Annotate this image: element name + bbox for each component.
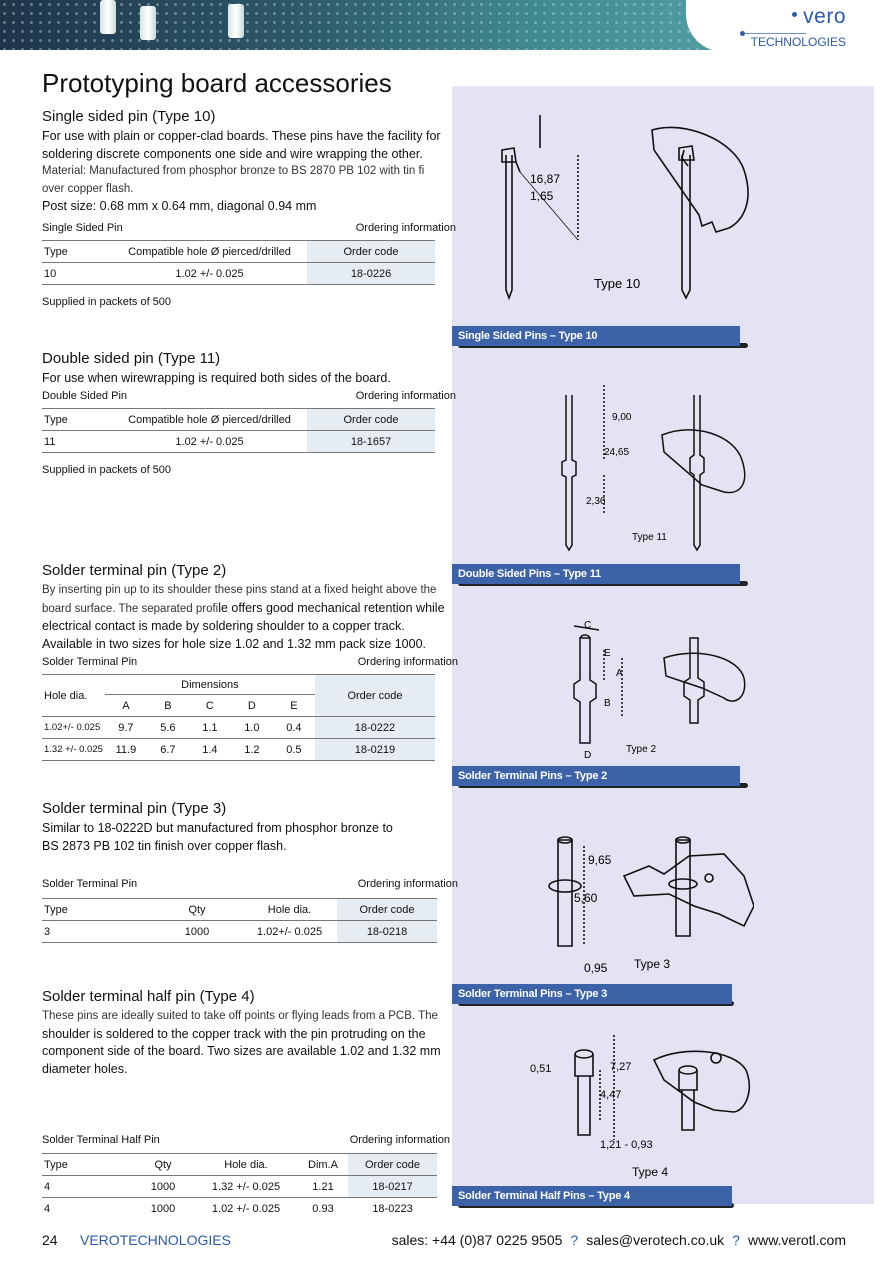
table-cell: 3 [42,921,152,943]
logo-name: vero [803,5,846,28]
separator: ? [732,1232,740,1248]
table-row [42,1198,437,1220]
table-row [42,739,435,761]
section-type4 [42,988,454,1078]
table-header: Order code [315,675,435,717]
description-line: By inserting pin up to its shoulder these pins stand at a fixed height above the [42,584,437,596]
supply-note: Supplied in packets of 500 [42,296,172,308]
footer-contact [392,1232,846,1248]
table-cell: 1.0 [244,721,260,734]
terminal-post-image [100,0,116,34]
dim-label: 24,65 [604,447,630,458]
website-link[interactable]: www.verotl.com [747,1232,846,1248]
description-line: electrical contact is made by soldering shoulder to a copper track. [42,619,405,633]
table-cell: 5.6 [160,721,176,734]
ordering-table [42,674,435,761]
table-cell: 11 [42,431,112,453]
type3-pin-diagram [454,826,754,978]
description-line: BS 2873 PB 102 tin finish over copper flash. [42,838,287,853]
supply-note: Supplied in packets of 500 [42,464,172,476]
description-line: Available in two sizes for hole size 1.02 and 1.32 mm pack size 1000. [42,636,427,651]
table-header: Dim.A [298,1154,348,1176]
order-code: 18-1657 [307,431,435,453]
dim-label: B [604,698,611,709]
section-title: Single sided pin (Type 10) [42,108,216,125]
table-cell: 1000 [152,921,242,943]
description-line: over copper flash. [42,182,134,195]
description-part: board surface. The separated profi [42,602,219,615]
dim-label: 9,00 [612,412,632,423]
description-line: soldering discrete components one side and wire wrapping the other. [42,146,423,161]
ordering-label: Ordering information [349,1134,450,1146]
table-header: Type [42,409,112,431]
ordering-label: Ordering information [355,390,456,402]
ordering-label: Ordering information [357,878,458,890]
table-header: Hole dia. [42,675,105,717]
table-caption: Solder Terminal Pin [42,656,138,668]
table-cell: 1.21 [312,1180,334,1193]
ordering-table-type3 [42,878,456,948]
type-label: Type 2 [626,744,657,755]
table-header: Order code [348,1154,437,1176]
dim-label: 1,21 - 0,93 [600,1139,653,1151]
table-header: Type [42,1154,132,1176]
dim-label: D [584,750,592,761]
table-cell: 10 [42,263,112,285]
dim-label: 0,95 [584,961,608,975]
logo-subtitle: TECHNOLOGIES [750,35,846,49]
table-header: Qty [152,899,242,921]
ordering-table [42,408,435,453]
dim-label: 7,27 [610,1061,632,1073]
dim-label: 2,36 [586,496,606,507]
table-cell: 4 [44,1180,51,1193]
table-cell: 1.02 +/- 0.025 [112,431,307,453]
description-line [42,600,454,619]
table-cell: 1.02 +/- 0.025 [112,263,307,285]
sales-phone: sales: +44 (0)87 0225 9505 [391,1232,563,1248]
table-cell: 9.7 [118,721,134,734]
type-label: Type 11 [632,532,667,543]
ordering-table-type2 [42,656,456,766]
table-header: Qty [132,1154,194,1176]
dim-label: 1,65 [530,189,554,203]
table-cell: 1.32 +/- 0.025 [42,739,105,761]
description-line: For use with plain or copper-clad boards. These pins have the facility for [42,129,441,143]
table-cell: 4 [44,1202,51,1215]
table-header-row [42,899,437,921]
table-header-row [42,675,435,695]
type11-pin-diagram [454,380,754,560]
order-code: 18-0217 [348,1176,437,1198]
section-title: Solder terminal pin (Type 2) [42,562,227,579]
order-code: 18-0222 [315,717,435,739]
table-caption: Single Sided Pin [42,222,123,234]
ordering-table-type4 [42,1134,454,1224]
ordering-label: Ordering information [357,656,458,668]
table-header: Type [42,241,112,263]
table-caption: Double Sided Pin [42,390,128,402]
table-header: C [189,695,231,717]
section-title: Double sided pin (Type 11) [42,350,221,367]
table-caption: Solder Terminal Half Pin [42,1134,160,1146]
dim-label: A [616,668,623,679]
table-cell: 1000 [150,1180,176,1193]
figure-ribbon: Single Sided Pins – Type 10 [452,326,740,346]
table-header: Order code [337,899,437,921]
order-code: 18-0218 [337,921,437,943]
vero-logo [686,0,888,52]
table-header-row [42,1154,437,1176]
table-cell: 1.4 [189,739,231,761]
type2-pin-diagram [454,618,754,763]
table-header: D [231,695,273,717]
order-code: 18-0219 [315,739,435,761]
table-row [42,1176,437,1198]
table-header: Order code [307,241,435,263]
section-type3 [42,800,454,855]
table-header: Hole dia. [242,899,337,921]
order-code: 18-0226 [307,263,435,285]
table-cell: 0.93 [312,1202,334,1215]
description-line: Material: Manufactured from phosphor bronze to BS 2870 PB 102 with tin fi [42,165,425,177]
terminal-post-image [140,6,156,40]
table-cell: 1.32 +/- 0.025 [211,1180,281,1193]
table-cell: 1.02 +/- 0.025 [211,1202,281,1215]
page-number: 24 [42,1232,58,1248]
dim-label: 9,65 [588,853,612,867]
dim-label: C [584,620,592,631]
table-header-row [42,409,435,431]
section-title: Solder terminal half pin (Type 4) [42,988,255,1005]
description-part: le offers good mechanical retention while [218,600,445,615]
description-line: Similar to 18-0222D but manufactured from phosphor bronze to [42,821,393,835]
description-line: These pins are ideally suited to take off points or flying leads from a PCB. The [42,1010,438,1022]
description-line: Post size: 0.68 mm x 0.64 mm, diagonal 0.94 mm [42,199,317,213]
table-row [42,431,435,453]
footer-brand: VEROTECHNOLOGIES [80,1232,231,1248]
section-type10 [42,108,454,216]
dim-label: 16,87 [530,172,561,186]
type-label: Type 4 [632,1165,669,1179]
type4-pin-diagram [454,1030,754,1180]
type10-pin-diagram [454,110,754,310]
table-row [42,717,435,739]
ordering-table-type10 [42,222,454,292]
table-header: Dimensions [105,675,315,695]
table-row [42,263,435,285]
description-line: For use when wirewrapping is required both sides of the board. [42,371,391,385]
description-line: component side of the board. Two sizes are available 1.02 and 1.32 mm [42,1044,441,1058]
email-link[interactable]: sales@verotech.co.uk [586,1232,725,1248]
figure-ribbon: Solder Terminal Pins – Type 2 [452,766,740,786]
table-header-row [42,241,435,263]
order-code: 18-0223 [372,1202,413,1215]
section-type2 [42,562,454,653]
table-cell: 1.2 [231,739,273,761]
table-cell: 0.4 [286,721,302,734]
figure-ribbon: Solder Terminal Pins – Type 3 [452,984,732,1004]
dim-label: 0,51 [530,1063,552,1075]
type-label: Type 10 [594,276,641,291]
terminal-post-image [228,4,244,38]
logo-line [744,33,806,34]
table-cell: 1.02+/- 0.025 [242,921,337,943]
table-row [42,921,437,943]
table-header: Hole dia. [194,1154,298,1176]
table-header: Compatible hole Ø pierced/drilled [112,409,307,431]
table-cell: 1.1 [202,721,218,734]
table-cell: 6.7 [147,739,189,761]
ordering-table [42,240,435,285]
figure-ribbon: Double Sided Pins – Type 11 [452,564,740,584]
section-type11 [42,350,454,388]
table-header: Type [42,899,152,921]
table-header: A [105,695,147,717]
table-cell: 11.9 [105,739,147,761]
type-label: Type 3 [634,957,671,971]
table-header: Order code [307,409,435,431]
dim-label: 4,47 [600,1089,622,1101]
ordering-table-type11 [42,390,454,460]
dim-label: E [604,648,611,659]
description-line: shoulder is soldered to the copper track with the pin protruding on the [42,1026,426,1041]
dim-label: 5,60 [574,891,598,905]
description-line: diameter holes. [42,1061,128,1076]
table-header: E [273,695,315,717]
ordering-label: Ordering information [355,222,456,234]
ordering-table [42,1153,437,1220]
ordering-table [42,898,437,943]
logo-dot-icon [792,12,797,17]
section-title: Solder terminal pin (Type 3) [42,800,227,817]
separator: ? [570,1232,579,1248]
table-cell: 1000 [150,1202,176,1215]
table-cell: 0.5 [273,739,315,761]
table-header: B [147,695,189,717]
page-title: Prototyping board accessories [42,68,392,98]
table-cell: 1.02+/- 0.025 [44,722,101,733]
table-header: Compatible hole Ø pierced/drilled [112,241,307,263]
table-caption: Solder Terminal Pin [42,878,138,890]
figure-ribbon: Solder Terminal Half Pins – Type 4 [452,1186,732,1206]
